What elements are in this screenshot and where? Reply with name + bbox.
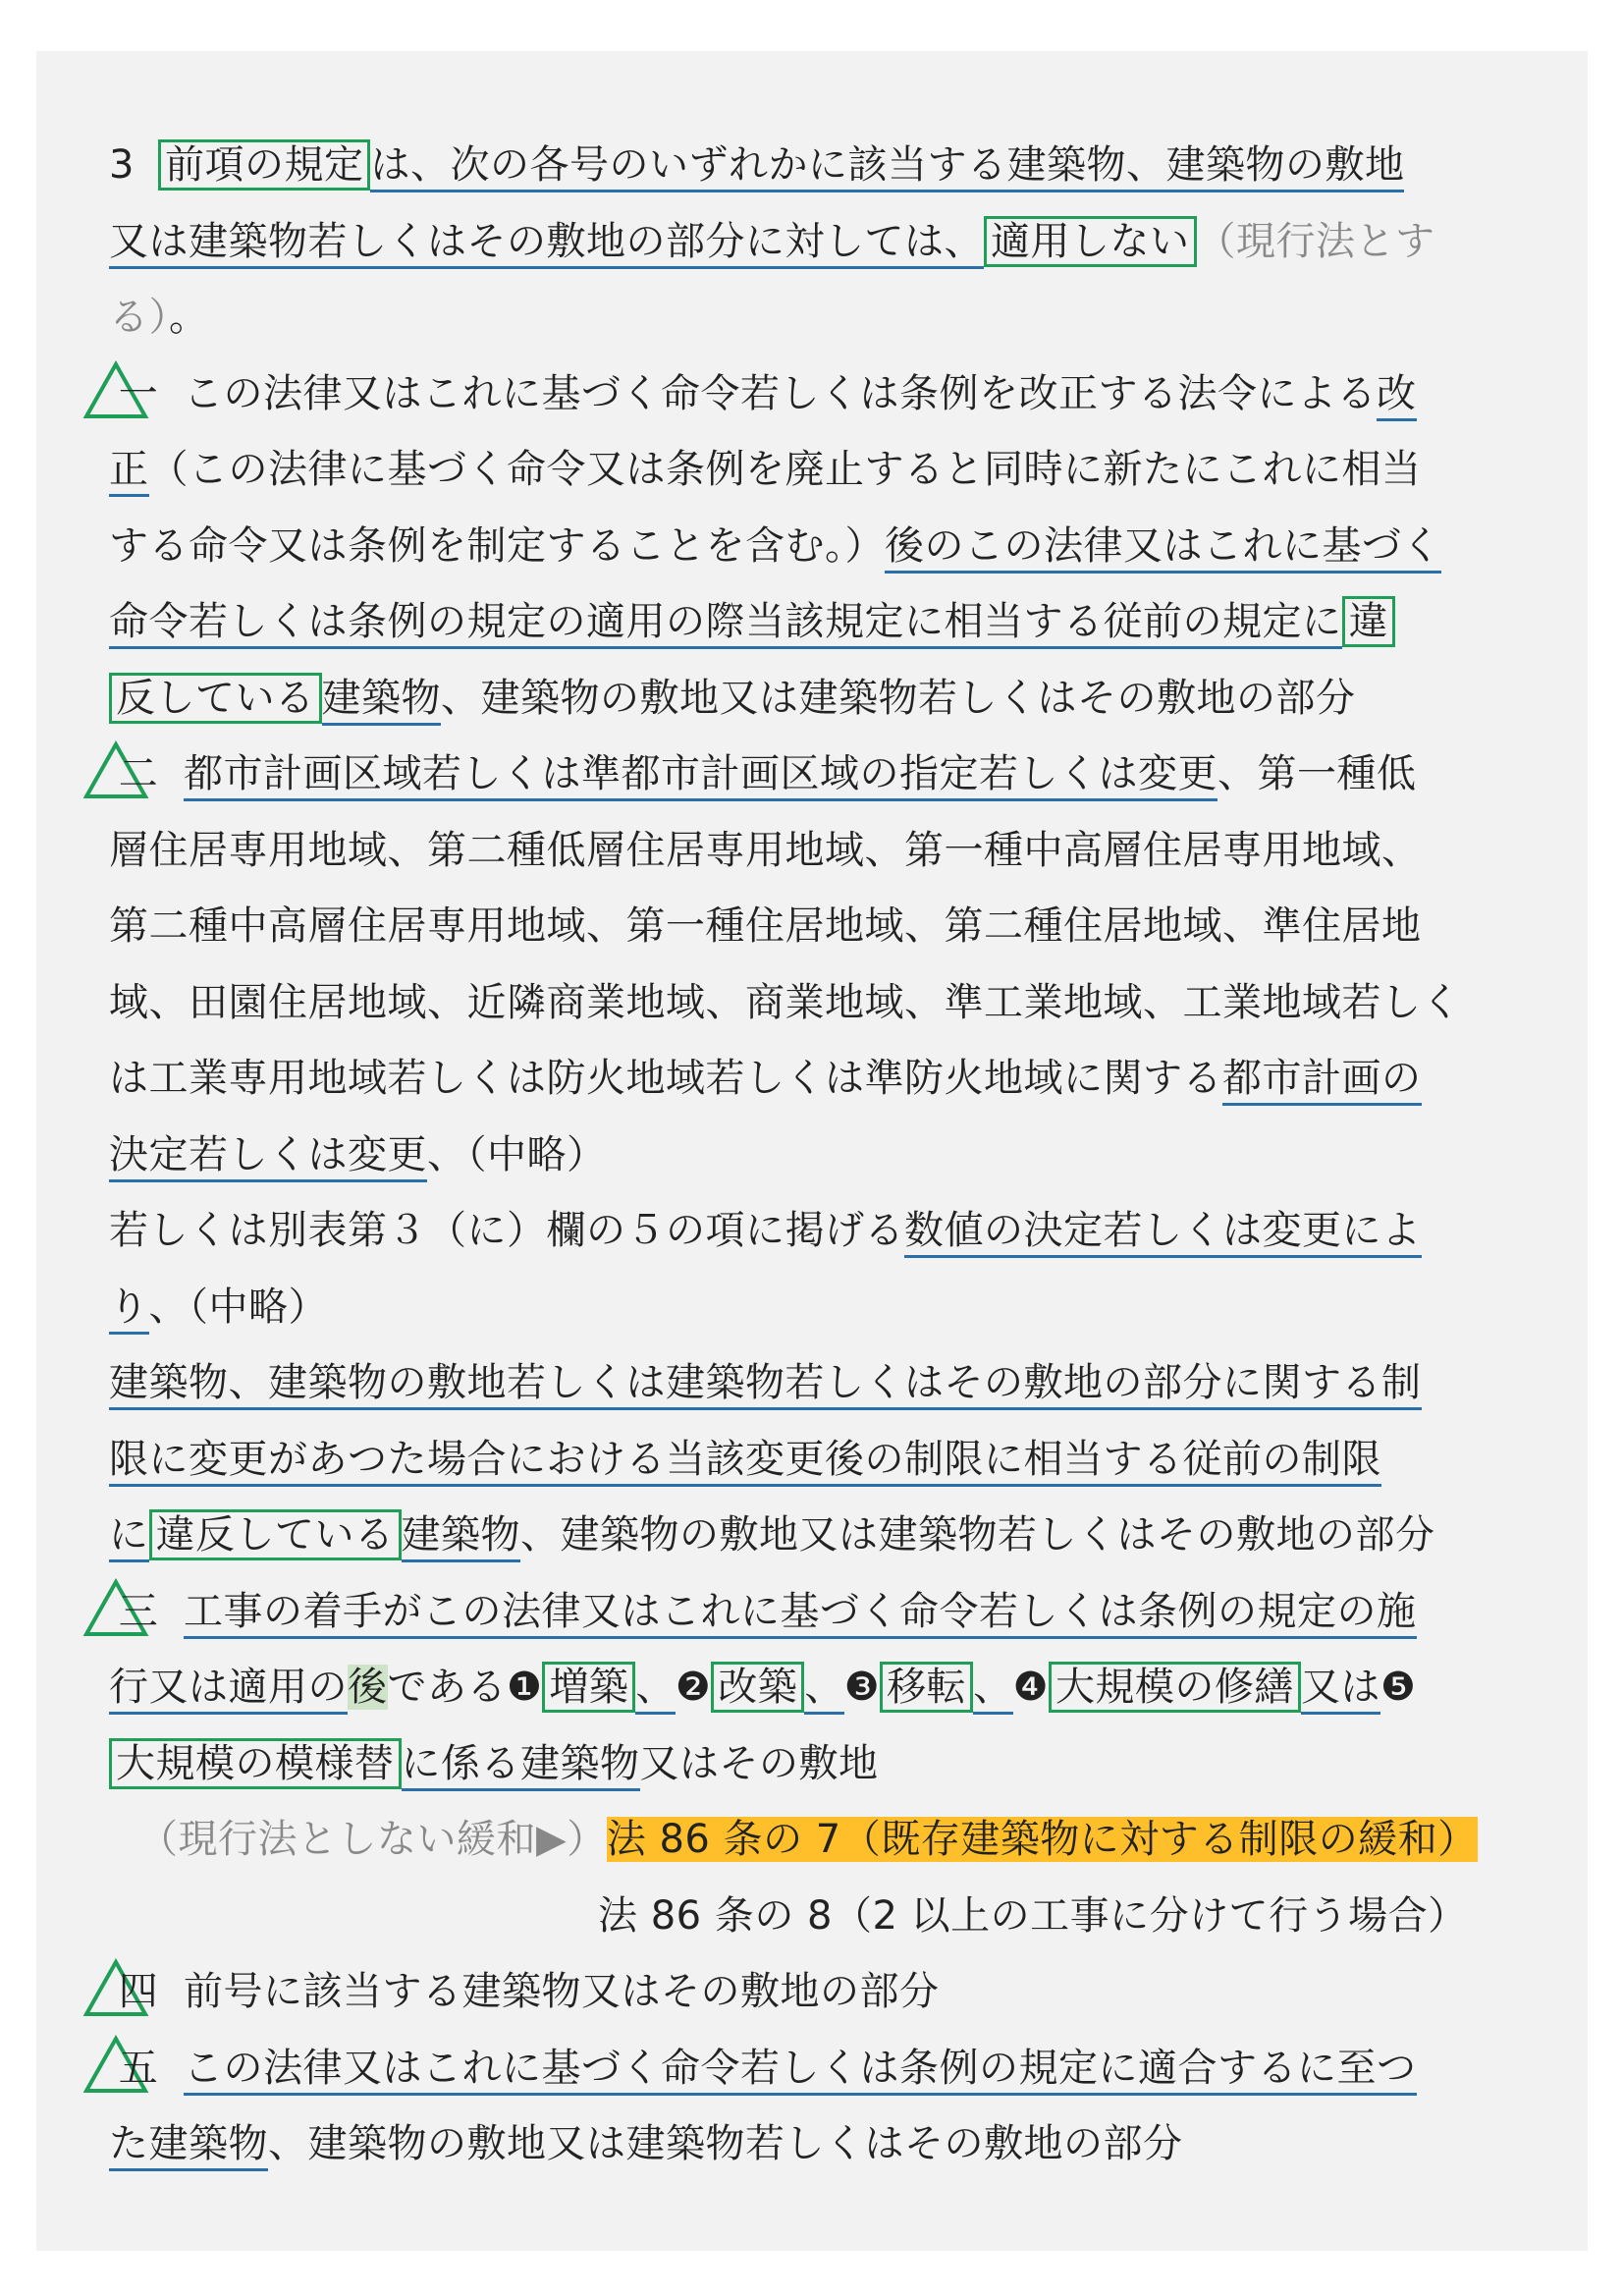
plain-text: 層住居専用地域、第二種低層住居専用地域、第一種中高層住居専用地域、 (109, 827, 1422, 873)
underlined-text: 建築物 (322, 676, 442, 726)
item3-line-1 (109, 1574, 1542, 1651)
underlined-text: 又は建築物若しくはその敷地の部分に対しては、 (109, 219, 984, 269)
plain-text: 。 (169, 295, 209, 340)
boxed-term: 違 (1342, 596, 1396, 647)
underlined-text: 正 (109, 447, 149, 497)
item3-note-1 (109, 1802, 1542, 1879)
underlined-text: 工事の着手がこの法律又はこれに基づく命令若しくは条例の規定の施 (184, 1589, 1417, 1639)
underlined-text: 改 (1377, 371, 1417, 421)
boxed-term: 増築 (542, 1662, 635, 1713)
boxed-term: 違反している (149, 1509, 402, 1560)
para-line-1 (109, 128, 1542, 204)
item5-line-2 (109, 2106, 1542, 2183)
shaded-char: 後 (348, 1665, 388, 1710)
underlined-text: に (109, 1512, 149, 1562)
item1-line-2 (109, 432, 1542, 509)
underlined-text: 又は (1301, 1665, 1380, 1715)
item1-line-4 (109, 584, 1542, 661)
plain-text: 前号に該当する建築物又はその敷地の部分 (184, 1969, 940, 2014)
underlined-text: は、次の各号のいずれかに該当する建築物、建築物の敷地 (370, 142, 1404, 192)
item2-line-5 (109, 1041, 1542, 1118)
circled-number-5: ❺ (1380, 1665, 1417, 1710)
item2-line-10 (109, 1422, 1542, 1499)
boxed-term: 大規模の模様替 (109, 1738, 402, 1789)
item-number: 三 (118, 1588, 159, 1634)
plain-text: 、（中略） (427, 1131, 607, 1177)
boxed-term: 改築 (711, 1662, 804, 1713)
para-line-2 (109, 204, 1542, 281)
plain-text: 、第一種低 (1217, 751, 1417, 796)
item1-line-5 (109, 661, 1542, 738)
item3-line-3 (109, 1726, 1542, 1803)
underlined-text: 後のこの法律又はこれに基づく (885, 523, 1441, 574)
plain-text: する命令又は条例を制定することを含む。） (109, 522, 885, 569)
item2-line-6 (109, 1118, 1542, 1194)
highlight-article: 法 86 条の 7 (606, 1817, 841, 1862)
plain-text: 、建築物の敷地又は建築物若しくはその敷地の部分 (520, 1512, 1435, 1558)
plain-text: 、建築物の敷地又は建築物若しくはその敷地の部分 (268, 2121, 1183, 2166)
plain-text: 、（中略） (148, 1284, 328, 1330)
plain-text: この法律又はこれに基づく命令若しくは条例を改正する法令による (184, 370, 1377, 416)
underlined-text: 建築物、建築物の敷地若しくは建築物若しくはその敷地の部分に関する制 (109, 1360, 1422, 1410)
item2-line-1 (109, 737, 1542, 813)
plain-text: 又はその敷地 (639, 1740, 879, 1786)
plain-text: である (387, 1665, 507, 1710)
underlined-text: 都市計画の (1222, 1056, 1422, 1106)
separator: 、 (973, 1665, 1013, 1715)
circled-number-4: ❹ (1012, 1665, 1049, 1710)
underlined-text: に係る (402, 1741, 521, 1791)
article-reference: 法 86 条の 8（2 以上の工事に分けて行う場合） (598, 1892, 1468, 1939)
item2-line-9 (109, 1345, 1542, 1422)
gray-note: （現行法としない緩和▶） (138, 1817, 607, 1862)
item3-line-2 (109, 1650, 1542, 1726)
item4-line-1 (109, 1954, 1542, 2031)
paragraph-number: 3 (109, 142, 135, 188)
item3-note-2 (109, 1879, 1542, 1955)
plain-text: 若しくは別表第３（に）欄の５の項に掲げる (109, 1208, 904, 1253)
underlined-text: 建築物 (520, 1741, 640, 1791)
boxed-term: 大規模の修繕 (1049, 1662, 1301, 1713)
boxed-term: 移転 (880, 1662, 973, 1713)
underlined-text: この法律又はこれに基づく命令若しくは条例の規定に適合するに至つ (184, 2046, 1417, 2096)
highlight-article-title: （既存建築物に対する制限の緩和） (840, 1817, 1478, 1862)
gray-note: る） (109, 295, 169, 340)
boxed-term: 反している (109, 673, 322, 724)
circled-number-3: ❸ (843, 1665, 881, 1710)
separator: 、 (804, 1665, 844, 1715)
underlined-text: り (109, 1285, 149, 1335)
item2-line-8 (109, 1270, 1542, 1346)
underlined-text: 建築物 (402, 1512, 521, 1562)
plain-text: 、建築物の敷地又は建築物若しくはその敷地の部分 (441, 675, 1356, 721)
plain-text: （この法律に基づく命令又は条例を廃止すると同時に新たにこれに相当 (148, 447, 1422, 492)
item-number: 五 (118, 2045, 159, 2091)
underlined-text: 決定若しくは変更 (109, 1132, 427, 1182)
underlined-text: 命令若しくは条例の規定の適用の際当該規定に相当する従前の規定に (109, 599, 1342, 649)
underlined-text: た建築物 (109, 2121, 268, 2171)
item2-line-4 (109, 965, 1542, 1042)
boxed-term: 前項の規定 (158, 139, 371, 191)
underlined-text: 行又は適用の (109, 1665, 348, 1715)
boxed-term: 適用しない (984, 216, 1197, 267)
para-line-3 (109, 280, 1542, 356)
underlined-text: 都市計画区域若しくは準都市計画区域の指定若しくは変更 (184, 751, 1217, 801)
item2-line-11 (109, 1498, 1542, 1574)
circled-number-1: ❶ (507, 1665, 543, 1710)
item1-line-3 (109, 509, 1542, 585)
item-number: 四 (118, 1969, 159, 2014)
item-number: 一 (118, 370, 159, 416)
underlined-text: 限に変更があつた場合における当該変更後の制限に相当する従前の制限 (109, 1437, 1381, 1487)
item2-line-2 (109, 813, 1542, 890)
item5-line-1 (109, 2031, 1542, 2107)
plain-text: 第二種中高層住居専用地域、第一種住居地域、第二種住居地域、準住居地 (109, 903, 1422, 949)
item2-line-7 (109, 1193, 1542, 1270)
gray-note: （現行法とす (1196, 218, 1435, 264)
circled-number-2: ❷ (675, 1665, 712, 1710)
item-number: 二 (118, 751, 159, 796)
separator: 、 (635, 1665, 676, 1715)
plain-text: 域、田園住居地域、近隣商業地域、商業地域、準工業地域、工業地域若しく (109, 979, 1461, 1025)
underlined-text: 数値の決定若しくは変更によ (904, 1208, 1422, 1258)
item2-line-3 (109, 889, 1542, 965)
legal-text (109, 128, 1542, 2183)
plain-text: は工業専用地域若しくは防火地域若しくは準防火地域に関する (109, 1056, 1222, 1101)
item1-line-1 (109, 356, 1542, 433)
